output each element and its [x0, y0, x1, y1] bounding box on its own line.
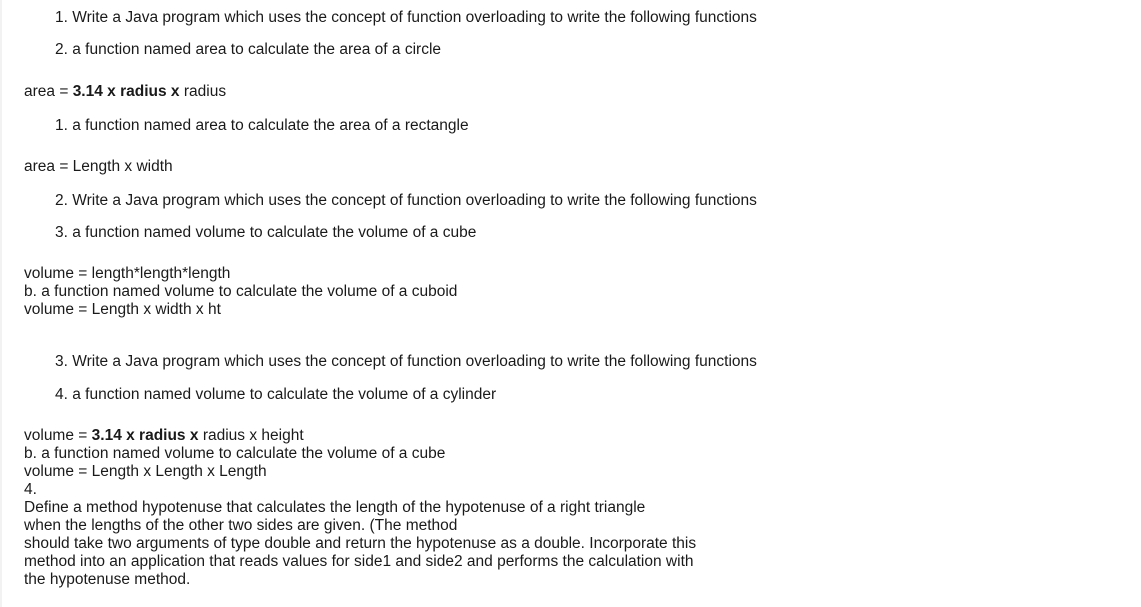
formula-bold: 3.14 x radius — [91, 427, 186, 444]
section-number: 4. — [24, 481, 37, 498]
paragraph-line: method into an application that reads values for side1 and side2 and performs the calculation with — [24, 553, 694, 570]
paragraph-line: the hypotenuse method. — [24, 571, 191, 588]
formula-suffix: radius x height — [202, 427, 304, 444]
formula-bold: x — [189, 427, 199, 444]
formula-prefix: area = — [24, 83, 73, 100]
list-item: 2. Write a Java program which uses the concept of function overloading to write the following functions — [55, 192, 757, 209]
text-line: volume = Length x width x ht — [24, 301, 221, 318]
list-item: 2. a function named area to calculate the area of a circle — [55, 41, 442, 58]
formula-suffix: radius — [183, 83, 227, 100]
paragraph-line: Define a method hypotenuse that calculates the length of the hypotenuse of a right triangle — [24, 499, 646, 516]
list-item: 3. Write a Java program which uses the concept of function overloading to write the following functions — [55, 353, 757, 370]
text-line: b. a function named volume to calculate the volume of a cuboid — [24, 283, 458, 300]
text-line: b. a function named volume to calculate the volume of a cube — [24, 445, 446, 462]
list-item: 1. a function named area to calculate the area of a rectangle — [55, 117, 469, 134]
list-item: 4. a function named volume to calculate the volume of a cylinder — [55, 386, 497, 403]
formula-line — [24, 83, 226, 101]
text-line: area = Length x width — [24, 158, 173, 175]
formula-line — [24, 427, 304, 445]
text-line: volume = Length x Length x Length — [24, 463, 267, 480]
formula-prefix: volume = — [24, 427, 92, 444]
paragraph-line: should take two arguments of type double and return the hypotenuse as a double. Incorporate this — [24, 535, 697, 552]
formula-bold: x — [170, 83, 180, 100]
list-item: 3. a function named volume to calculate the volume of a cube — [55, 224, 477, 241]
paragraph-line: when the lengths of the other two sides are given. (The method — [24, 517, 458, 534]
text-line: volume = length*length*length — [24, 265, 231, 282]
formula-bold: 3.14 x radius — [72, 83, 167, 100]
list-item: 1. Write a Java program which uses the concept of function overloading to write the following functions — [55, 9, 757, 26]
